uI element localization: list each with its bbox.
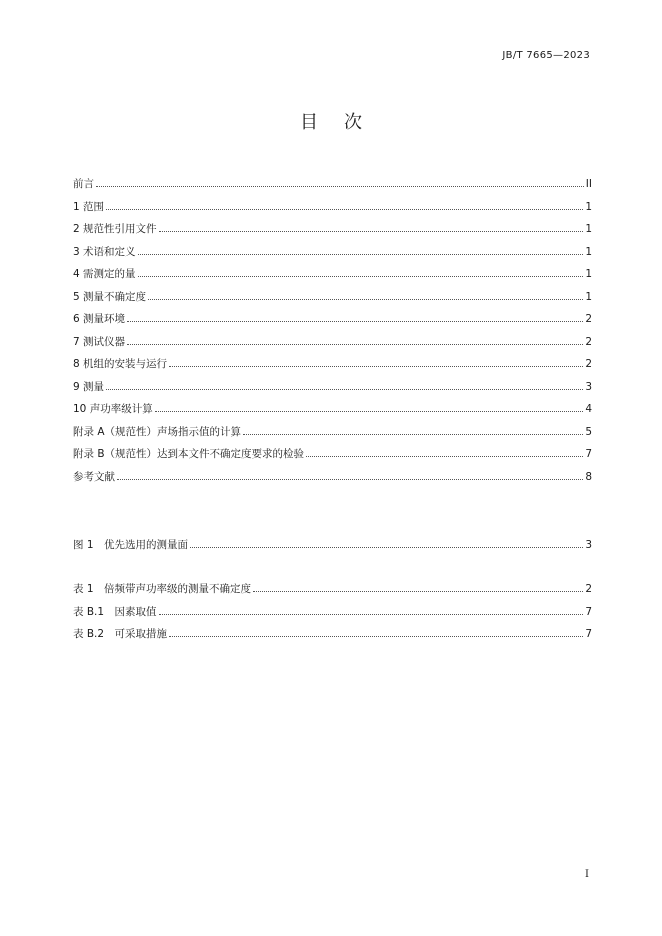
table-entry[interactable] [73,604,592,627]
page-title: 目次 [300,112,388,133]
toc-entry-label: 7 测试仪器 [73,335,126,348]
leader-dots [253,590,583,592]
toc-entry-page: 7 [585,448,592,460]
toc-entry-label: 8 机组的安装与运行 [73,358,168,370]
toc-entry[interactable] [73,289,592,312]
figure-entry[interactable] [73,537,592,560]
table-entry-label: 表 B.1 因素取值 [73,605,157,618]
toc-entry-label: 前言 [73,178,94,190]
table-entry-page: 7 [585,605,592,618]
toc-entry[interactable] [73,176,592,199]
leader-dots [306,455,583,457]
toc-entry[interactable] [73,446,592,469]
toc-entry-page: 2 [585,313,592,325]
table-entry[interactable] [73,626,592,649]
toc-entry[interactable] [73,379,592,402]
leader-dots [106,208,583,210]
leader-dots [117,478,583,480]
toc-entry-label: 1 范围 [73,200,105,213]
toc-entry-page: 8 [585,470,592,483]
table-entry-label: 表 B.2 可采取措施 [73,628,168,640]
leader-dots [127,320,583,322]
toc-list [73,176,592,491]
toc-entry-label: 3 术语和定义 [73,245,136,258]
toc-entry[interactable] [73,266,592,289]
standard-code: JB/T 7665—2023 [502,50,590,61]
leader-dots [127,343,583,345]
toc-entry[interactable] [73,244,592,267]
table-entry-page: 7 [585,628,592,640]
toc-entry[interactable] [73,469,592,492]
toc-entry-page: 1 [585,268,592,280]
leader-dots [155,410,584,412]
toc-entry-label: 附录 A（规范性）声场指示值的计算 [73,425,242,438]
leader-dots [169,635,583,637]
toc-entry-label: 2 规范性引用文件 [73,223,157,235]
toc-entry-page: 1 [585,245,592,258]
table-entry-page: 2 [585,583,592,595]
leader-dots [106,388,583,390]
figure-entry-label: 图 1 优先选用的测量面 [73,539,189,551]
toc-entry[interactable] [73,401,592,424]
leader-dots [138,275,584,277]
toc-entry-page: 1 [585,223,592,235]
toc-entry-label: 参考文献 [73,470,115,483]
toc-entry-page: 2 [585,358,592,370]
leader-dots [159,613,584,615]
leader-dots [96,185,584,187]
toc-entry[interactable] [73,199,592,222]
toc-entry-page: 1 [585,290,592,303]
figure-list [73,537,592,560]
leader-dots [190,546,583,548]
toc-entry-page: 1 [585,200,592,213]
leader-dots [148,298,583,300]
leader-dots [243,433,583,435]
toc-entry[interactable] [73,424,592,447]
toc-entry-page: 4 [585,403,592,415]
leader-dots [159,230,584,232]
table-entry-label: 表 1 倍频带声功率级的测量不确定度 [73,583,252,595]
figure-entry-page: 3 [585,539,592,551]
toc-entry[interactable] [73,356,592,379]
toc-entry-page: 2 [585,335,592,348]
toc-entry-label: 附录 B（规范性）达到本文件不确定度要求的检验 [73,448,305,460]
toc-entry-label: 6 测量环境 [73,313,126,325]
toc-entry-label: 5 测量不确定度 [73,290,147,303]
toc-entry-page: 5 [585,425,592,438]
page-number: I [585,869,589,880]
toc-entry-label: 10 声功率级计算 [73,403,153,415]
leader-dots [138,253,584,255]
toc-entry-page: II [585,178,592,190]
leader-dots [169,365,583,367]
toc-entry[interactable] [73,311,592,334]
toc-entry[interactable] [73,334,592,357]
table-entry[interactable] [73,581,592,604]
toc-entry-page: 3 [585,380,592,393]
toc-entry[interactable] [73,221,592,244]
table-list [73,581,592,649]
toc-entry-label: 9 测量 [73,380,105,393]
toc-entry-label: 4 需测定的量 [73,268,136,280]
